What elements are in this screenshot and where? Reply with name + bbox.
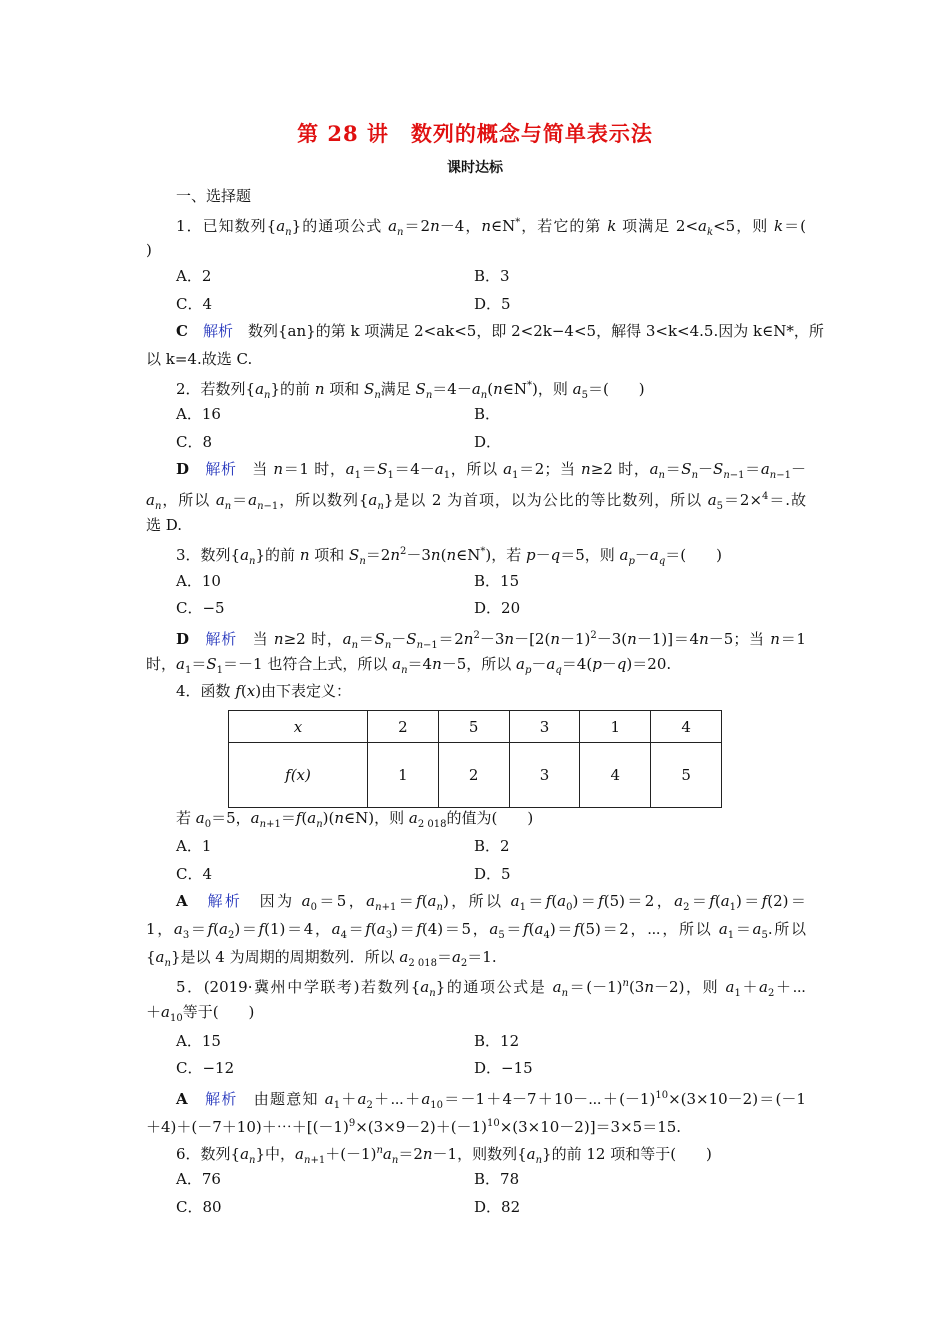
table-cell: 4 <box>580 743 651 808</box>
q5-option-b: B．12 <box>474 1032 520 1050</box>
q4-analysis-label: 解析 <box>207 892 243 910</box>
q1-analysis-label: 解析 <box>202 322 233 340</box>
q4-stem-cont: 若 $a_0=5$，$a_{n+1}=f(a_n)(n\in N)$，则 $a_{2 018}$的值为( ) <box>176 809 534 830</box>
q4-stem: 4．函数 f(x)由下表定义： <box>176 682 352 700</box>
q3-stem: 3．数列$\{a_n\}$的前 n 项和 $S_n=2n^2-3n(n\in N^*)$，若 p－q＝5，则 $a_p-a_q=$( ) <box>176 546 722 567</box>
q5-solution: A 解析 由题意知 $a_1+a_2+\cdots+a_{10}=-1+4-7+10-\cdots+(-1)^{10}\times(3\times 10-2)=(-1$ <box>176 1090 806 1111</box>
q6-option-b: B．78 <box>474 1170 520 1188</box>
q5-option-c: C．−12 <box>176 1059 235 1077</box>
q3-solution: D 解析 当 n≥2 时，$a_n=S_n-S_{n-1}=2n^2-3n-[2(n-1)^2-3(n-1)]=4n-5$；当 n＝1 <box>176 630 806 651</box>
q1-option-c: C．4 <box>176 295 213 313</box>
q1-option-d: D．5 <box>474 295 511 313</box>
q3-option-b: B．15 <box>474 572 520 590</box>
q4-answer: A <box>176 892 188 910</box>
table-cell: 3 <box>509 743 580 808</box>
q2-answer: D <box>176 460 190 478</box>
q1-answer: C <box>176 322 188 340</box>
q6-option-a: A．76 <box>176 1170 221 1188</box>
q1-stem-cont: ) <box>146 241 152 259</box>
table-cell: 2 <box>368 711 439 743</box>
q3-option-d: D．20 <box>474 599 521 617</box>
table-row-fx <box>229 743 722 808</box>
q6-option-c: C．80 <box>176 1198 222 1216</box>
q3-answer: D <box>176 630 190 648</box>
q6-option-d: D．82 <box>474 1198 521 1216</box>
q3-solution-cont: 时，$a_1=S_1=-1$ 也符合上式，所以 $a_n=4n-5$，所以 $a_p-a_q=4(p-q)=20$. <box>146 655 672 676</box>
q2-analysis-label: 解析 <box>205 460 237 478</box>
q4-option-a: A．1 <box>176 837 212 855</box>
q4-option-b: B．2 <box>474 837 510 855</box>
q4-solution: A 解析 因为 $a_0=5$，$a_{n+1}=f(a_n)$，所以 $a_1=f(a_0)=f(5)=2$，$a_2=f(a_1)=f(2)=$ <box>176 892 806 913</box>
function-table <box>228 710 722 808</box>
q5-option-d: D．−15 <box>474 1059 533 1077</box>
table-cell: 2 <box>438 743 509 808</box>
q4-solution-end: $\{a_n\}$是以 4 为周期的周期数列．所以 $a_{2 018}=a_2=1$. <box>146 948 497 969</box>
table-cell: 1 <box>368 743 439 808</box>
q1-solution-line1: 数列{an}的第 k 项满足 2<ak<5，即 2<2k−4<5，解得 3<k<4.5.因为 k∈N*，所 <box>248 322 824 340</box>
table-cell: 5 <box>438 711 509 743</box>
q4-solution-cont: 1，$a_3=f(a_2)=f(1)=4$，$a_4=f(a_3)=f(4)=5$，$a_5=f(a_4)=f(5)=2$，⋯，所以 $a_1=a_5$.所以 <box>146 920 806 941</box>
q1-option-a: A．2 <box>176 267 212 285</box>
q2-option-b: B． <box>474 405 501 423</box>
q5-stem-cont: $+a_{10}$等于( ) <box>146 1003 255 1024</box>
page-title: 第 28 讲 数列的概念与简单表示法 <box>297 121 653 146</box>
q1-solution-line2: 以 k=4.故选 C. <box>146 350 253 368</box>
q5-solution-cont: $+4)+(-7+10)+\cdots+[(-1)^9\times(3\times 9-2)+(-1)^{10}\times(3\times 10-2)]=3\times 5=15$. <box>146 1118 682 1136</box>
q1-solution <box>176 321 824 341</box>
table-cell: 1 <box>580 711 651 743</box>
q5-option-a: A．15 <box>176 1032 221 1050</box>
table-cell: 5 <box>651 743 722 808</box>
q2-option-c: C．8 <box>176 433 213 451</box>
table-cell: 4 <box>651 711 722 743</box>
table-row-x <box>229 711 722 743</box>
q2-option-a: A．16 <box>176 405 221 423</box>
q2-solution-end: 选 D. <box>146 516 183 534</box>
q4-option-d: D．5 <box>474 865 511 883</box>
q2-option-d: D． <box>474 433 502 451</box>
q2-solution-cont: $a_n$，所以 $a_n=a_{n-1}$，所以数列$\{a_n\}$是以 2 为首项，以为公比的等比数列，所以 $a_5=2\times^4=$.故 <box>146 491 806 512</box>
q3-option-a: A．10 <box>176 572 221 590</box>
q2-solution: D 解析 当 n＝1 时，$a_1=S_1=4-a_1$，所以 $a_1=2$；当 n≥2 时，$a_n=S_n-S_{n-1}=a_{n-1}-$ <box>176 460 806 481</box>
table-header-x: x <box>229 711 368 743</box>
q5-answer: A <box>176 1090 188 1108</box>
q1-option-b: B．3 <box>474 267 510 285</box>
page-subtitle: 课时达标 <box>447 160 503 176</box>
section-heading: 一、选择题 <box>176 187 252 205</box>
q3-option-c: C．−5 <box>176 599 225 617</box>
q2-stem: 2．若数列$\{a_n\}$的前 n 项和 $S_n$满足 $S_n=4-a_n(n\in N^*)$，则 $a_5=$( ) <box>176 380 645 401</box>
q6-stem: 6．数列$\{a_n\}$中，$a_{n+1}+(-1)^na_n=2n-1$，则数列$\{a_n\}$的前 12 项和等于( ) <box>176 1145 712 1166</box>
q5-stem: 5．(2019·冀州中学联考)若数列$\{a_n\}$的通项公式是 $a_n=(-1)^n(3n-2)$，则 $a_1+a_2+\cdots$ <box>176 978 807 999</box>
q5-analysis-label: 解析 <box>205 1090 238 1108</box>
q4-option-c: C．4 <box>176 865 213 883</box>
q1-stem: 1．已知数列$\{a_n\}$的通项公式 $a_n=2n-4$，n∈N*，若它的第 k 项满足 $2<a_k<5$，则 k＝( <box>176 217 807 238</box>
table-header-fx: f(x) <box>229 743 368 808</box>
q3-analysis-label: 解析 <box>205 630 237 648</box>
table-cell: 3 <box>509 711 580 743</box>
